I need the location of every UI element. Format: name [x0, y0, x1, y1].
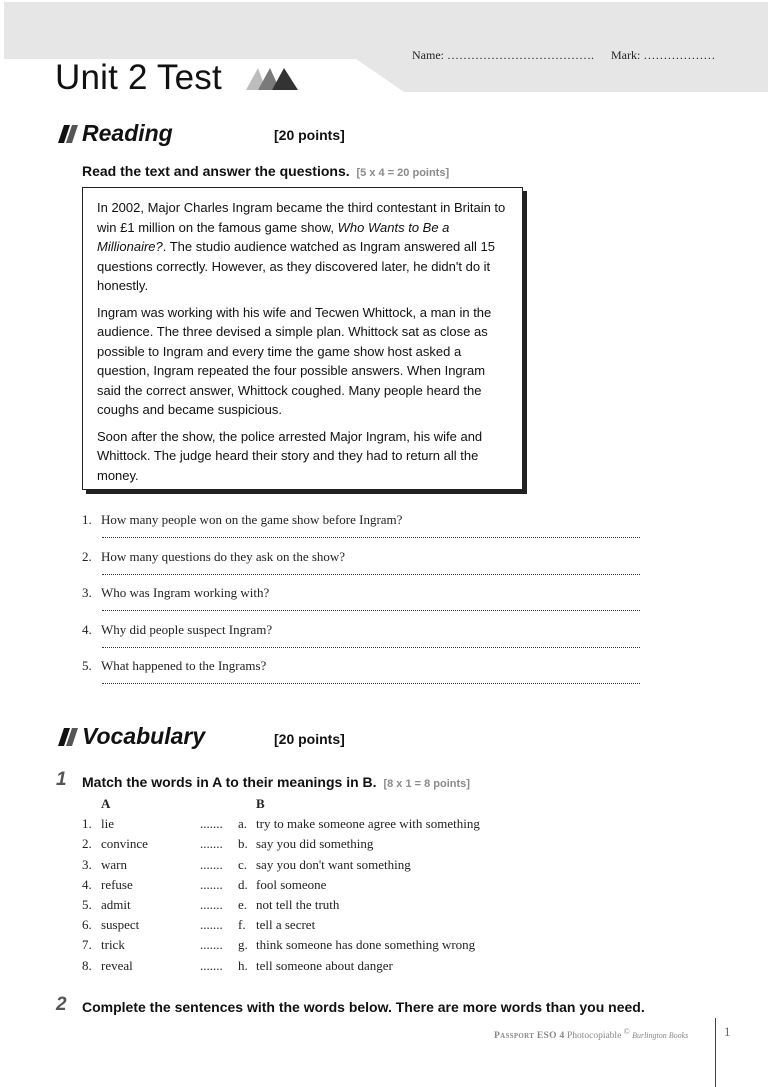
reading-paragraph-1: In 2002, Major Charles Ingram became the third contestant in Britain to win £1 million on the famous game show, Who Wants to Be a Millionaire?. The studio audience watched as Ingram answered all 15 questions correctly. However, as they discovered later, he didn't do it honestly.: [97, 200, 506, 293]
meaning-letter: f.: [238, 917, 246, 933]
reading-paragraph-2: Ingram was working with his wife and Tecwen Whittock, a man in the audience. The three devised a simple plan. Whittock sat as close as possible to Ingram and every time the game show host asked a question, Ingram repeated the four possible answers. When Ingram said the correct answer, Whittock coughed. Many people heard the coughs and became suspicious.: [97, 304, 492, 417]
meaning-letter: e.: [238, 896, 248, 912]
row-number: 4.: [82, 876, 92, 892]
question-text: Who was Ingram working with?: [101, 585, 270, 600]
meaning-letter: a.: [238, 816, 248, 832]
row-number: 8.: [82, 957, 92, 973]
meaning-letter: c.: [238, 856, 248, 872]
question-item: [82, 658, 642, 695]
question-item: [82, 549, 642, 586]
section-slash-icon: [58, 125, 78, 143]
row-number: 2.: [82, 836, 92, 852]
footer-publisher: Burlington Books: [632, 1031, 689, 1041]
footer-brand: Passport ESO 4: [494, 1031, 565, 1042]
reading-points: [20 points]: [274, 127, 345, 143]
vocabulary-title: Vocabulary: [82, 723, 206, 749]
footer-copyright: ©: [623, 1027, 630, 1036]
row-number: 6.: [82, 917, 92, 933]
word-a: admit: [101, 896, 131, 912]
meaning-b: not tell the truth: [256, 896, 340, 912]
meaning-letter: b.: [238, 836, 248, 852]
name-field[interactable]: Name: ……………………………….: [412, 48, 594, 62]
mark-field[interactable]: Mark: ………………: [611, 48, 716, 62]
vocabulary-heading: [58, 723, 345, 750]
word-a: refuse: [101, 876, 133, 892]
exercise-number-2: 2: [56, 994, 67, 1015]
question-text: How many questions do they ask on the show?: [101, 548, 346, 564]
footer-photocopiable: Photocopiable: [566, 1031, 622, 1042]
question-number: 3.: [82, 585, 92, 600]
row-number: 5.: [82, 896, 92, 912]
question-number: 4.: [82, 621, 92, 637]
question-text: What happened to the Ingrams?: [101, 658, 267, 673]
answer-blank[interactable]: .......: [200, 876, 223, 892]
meaning-letter: g.: [238, 937, 248, 953]
reading-heading: [58, 120, 345, 147]
answer-blank[interactable]: .......: [200, 957, 223, 973]
meaning-b: tell someone about danger: [256, 957, 393, 973]
question-text: Why did people suspect Ingram?: [101, 621, 273, 637]
question-number: 2.: [82, 548, 92, 564]
exercise-1-instruction-text: Match the words in A to their meanings in B.: [82, 774, 377, 790]
reading-instruction-text: Read the text and answer the questions.: [82, 163, 350, 179]
name-mark-line: [412, 48, 729, 63]
meaning-letter: d.: [238, 876, 248, 892]
meaning-letter: h.: [238, 957, 248, 973]
answer-blank[interactable]: .......: [200, 937, 223, 953]
exercise-1-instruction: [82, 774, 470, 790]
question-item: [82, 622, 642, 659]
reading-instruction: [82, 163, 449, 179]
word-a: reveal: [101, 957, 133, 973]
word-a: lie: [101, 816, 114, 832]
row-number: 3.: [82, 856, 92, 872]
meaning-b: try to make someone agree with something: [256, 816, 480, 832]
page-title: Unit 2 Test: [55, 58, 222, 97]
row-number: 7.: [82, 937, 92, 953]
meaning-b: fool someone: [256, 876, 327, 892]
meaning-b: tell a secret: [256, 917, 316, 933]
word-a: suspect: [101, 917, 140, 933]
answer-line[interactable]: [102, 642, 640, 648]
question-item: [82, 585, 642, 622]
question-text: How many people won on the game show before Ingram?: [101, 512, 403, 527]
word-a: convince: [101, 836, 148, 852]
footer: [494, 1027, 688, 1041]
word-a: trick: [101, 937, 125, 953]
question-number: 1.: [82, 512, 92, 527]
answer-blank[interactable]: .......: [200, 816, 223, 832]
question-number: 5.: [82, 658, 92, 673]
reading-questions: [82, 512, 642, 695]
meaning-b: say you don't want something: [256, 856, 411, 872]
column-b-header: B: [256, 796, 265, 811]
answer-blank[interactable]: .......: [200, 917, 223, 933]
reading-paragraph-3: Soon after the show, the police arrested Major Ingram, his wife and Whittock. The judge heard their story and they had to return all the money.: [97, 428, 483, 483]
meaning-b: think someone has done something wrong: [256, 937, 476, 953]
answer-blank[interactable]: .......: [200, 856, 223, 872]
mountains-logo-icon: [246, 66, 300, 90]
word-a: warn: [101, 856, 127, 872]
exercise-number-1: 1: [56, 769, 67, 790]
answer-line[interactable]: [102, 569, 640, 575]
reading-title: Reading: [82, 120, 173, 146]
exercise-1-instruction-points: [8 x 1 = 8 points]: [383, 778, 470, 790]
question-item: [82, 512, 642, 549]
answer-line[interactable]: [102, 605, 640, 611]
answer-blank[interactable]: .......: [200, 836, 223, 852]
column-a-header: A: [101, 796, 111, 811]
vocabulary-points: [20 points]: [274, 731, 345, 747]
footer-divider: [715, 1018, 716, 1087]
meaning-b: say you did something: [256, 836, 374, 852]
exercise-2-instruction: Complete the sentences with the words below. There are more words than you need.: [82, 999, 645, 1015]
answer-blank[interactable]: .......: [200, 896, 223, 912]
reading-instruction-points: [5 x 4 = 20 points]: [356, 167, 450, 179]
answer-line[interactable]: [102, 532, 640, 538]
section-slash-icon: [58, 728, 78, 746]
page-number: 1: [724, 1024, 731, 1039]
row-number: 1.: [82, 816, 92, 832]
reading-text-box: [82, 187, 523, 490]
answer-line[interactable]: [102, 678, 640, 684]
